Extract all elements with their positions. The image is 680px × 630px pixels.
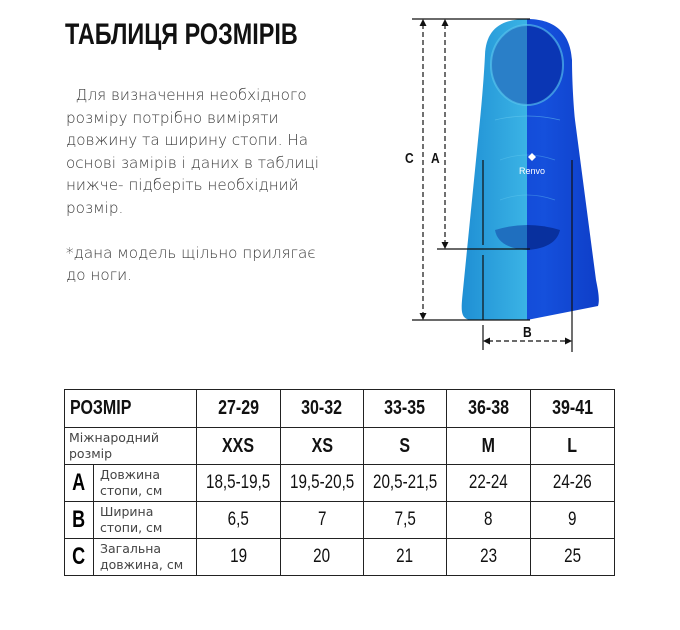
fit-note-line: *дана модель щільно прилягає [66, 243, 316, 262]
value-cell: 23 [447, 539, 531, 576]
table-row-total-length [65, 539, 615, 576]
size-cell: 27-29 [197, 390, 281, 428]
size-cell: 36-38 [447, 390, 531, 428]
row-label: Ширина стопи, см [94, 502, 197, 539]
dimension-label-a: A [431, 149, 440, 167]
row-letter-b: B [65, 502, 94, 539]
value-cell: 20,5-21,5 [364, 465, 447, 502]
fin-diagram [395, 5, 615, 365]
table-row-international [65, 428, 615, 465]
value-cell: 6,5 [197, 502, 281, 539]
description-line: розміру потрібно виміряти [66, 108, 279, 127]
size-header-cell: РОЗМІР [65, 390, 197, 428]
value-cell: 22-24 [447, 465, 531, 502]
page-title: ТАБЛИЦЯ РОЗМІРІВ [65, 18, 298, 51]
value-cell: 7 [281, 502, 364, 539]
dimension-label-c: C [405, 149, 414, 167]
value-cell: 9 [531, 502, 615, 539]
description [66, 84, 366, 287]
row-letter-a: A [65, 465, 94, 502]
value-cell: 21 [364, 539, 447, 576]
intl-size-cell: S [364, 428, 447, 465]
dimension-label-b: B [523, 323, 532, 341]
value-cell: 25 [531, 539, 615, 576]
value-cell: 19 [197, 539, 281, 576]
value-cell: 18,5-19,5 [197, 465, 281, 502]
intl-size-cell: L [531, 428, 615, 465]
value-cell: 24-26 [531, 465, 615, 502]
description-line: Для визначення необхідного [66, 86, 307, 104]
row-letter-c: C [65, 539, 94, 576]
international-size-label: Міжнародний розмір [65, 428, 197, 465]
brand-name: Renvo [518, 166, 546, 176]
description-line: розмір. [66, 198, 124, 217]
size-cell: 39-41 [531, 390, 615, 428]
fit-note-line: до ноги. [66, 266, 132, 284]
intl-size-cell: M [447, 428, 531, 465]
description-line: нижче- підберіть необхідний [66, 176, 299, 194]
row-label: Загальна довжина, см [94, 539, 197, 576]
table-row-foot-length [65, 465, 615, 502]
row-label: Довжина стопи, см [94, 465, 197, 502]
value-cell: 8 [447, 502, 531, 539]
table-row-foot-width [65, 502, 615, 539]
intl-size-cell: XXS [197, 428, 281, 465]
value-cell: 19,5-20,5 [281, 465, 364, 502]
size-table [64, 389, 615, 576]
size-cell: 30-32 [281, 390, 364, 428]
size-cell: 33-35 [364, 390, 447, 428]
description-line: основі замірів і даних в таблиці [66, 153, 319, 172]
table-row-size [65, 390, 615, 428]
value-cell: 20 [281, 539, 364, 576]
description-line: довжину та ширину стопи. На [66, 131, 309, 149]
intl-size-cell: XS [281, 428, 364, 465]
value-cell: 7,5 [364, 502, 447, 539]
